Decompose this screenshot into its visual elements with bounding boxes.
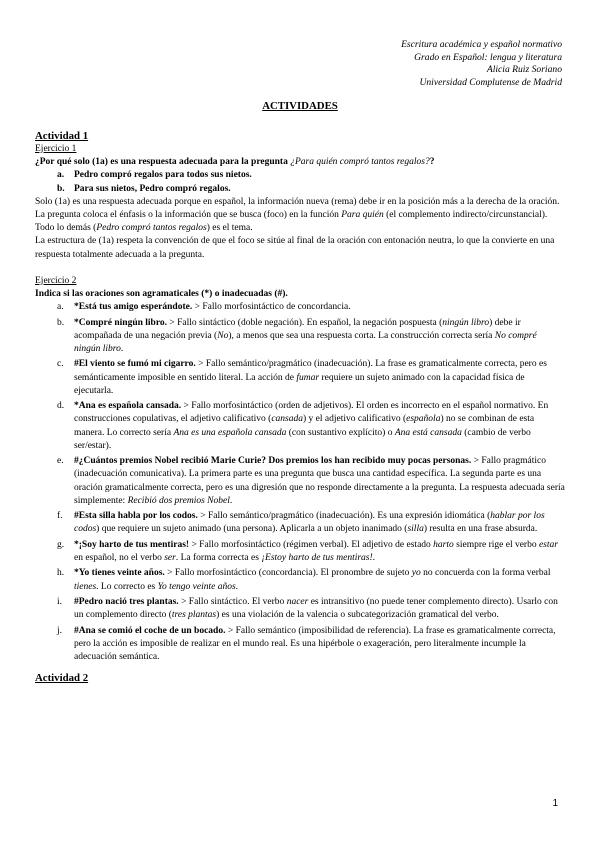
answer-paragraph-3: La estructura de (1a) respeta la convención de que el foco se sitúe al final de la oración con entonación neutra, lo que la convierte en una respuesta totalmente adecuada a la pregunta. — [35, 236, 555, 260]
list-item: a. Pedro compró regalos para todos sus nietos. — [57, 170, 252, 181]
exercise-2-instruction: Indica si las oraciones son agramaticales (*) o inadecuadas (#). — [35, 289, 288, 300]
university-name: Universidad Complutense de Madrid — [419, 76, 562, 88]
exercise-1-options — [57, 169, 565, 195]
document-header — [401, 39, 562, 89]
answer-paragraph-1: Solo (1a) es una respuesta adecuada porque en español, la información nueva (rema) debe ir en la posición más a la derecha de la oración. — [35, 196, 560, 207]
document-body — [35, 130, 565, 685]
degree-name: Grado en Español: lengua y literatura — [414, 51, 562, 63]
list-item: b. *Compré ningún libro. > Fallo sintáctico (doble negación). En español, la negación pospuesta (ningún libro) debe ir acompañada de una negación previa (No), a menos que sea una respuesta corta. La construcción correcta sería No compré ningún libro. — [57, 317, 537, 355]
list-item: b. Para sus nietos, Pedro compró regalos. — [57, 183, 231, 194]
list-item: d. *Ana es española cansada. > Fallo morfosintáctico (orden de adjetivos). El orden es incorrecto en el español normativo. En construcciones copulativas, el adjetivo calificativo (cansada) y el adjetivo calificativo (española) no se combinan de esta manera. Lo correcto sería Ana es una española cansada (con sustantivo explícito) o Ana está cansada (cambio de verbo ser/estar). — [57, 401, 549, 451]
exercise-1-question: ¿Por qué solo (1a) es una respuesta adecuada para la pregunta ¿Para quién compró tantos regalos?? — [35, 157, 435, 168]
exercise-1-heading: Ejercicio 1 — [35, 144, 77, 154]
list-item: f. #Esta silla habla por los codos. > Fallo semántico/pragmático (inadecuación). Es una expresión idiomática (hablar por los codos) que requiere un sujeto animado (una persona). Aplicarla a un objeto inanimado (silla) resulta en una frase absurda. — [57, 511, 545, 535]
list-item: a. *Está tus amigo esperándote. > Fallo morfosintáctico de concordancia. — [57, 302, 351, 313]
activity-2-heading: Actividad 2 — [35, 672, 89, 685]
page-title: ACTIVIDADES — [262, 100, 338, 112]
list-item: g. *¡Soy harto de tus mentiras! > Fallo morfosintáctico (régimen verbal). El adjetivo de estado harto siempre rige el verbo estar en español, no el verbo ser. La forma correcta es ¡Estoy harto de tus mentiras!. — [57, 539, 558, 564]
list-item: e. #¿Cuántos premios Nobel recibió Marie Curie? Dos premios los han recibido muy pocas personas. > Fallo pragmático (inadecuación comunicativa). La primera parte es una pregunta que busca una cantidad específica. La segunda parte es una oración gramaticalmente correcta, pero es una digresión que no responde directamente a la pregunta. La respuesta adecuada sería simplemente: Recibió dos premios Nobel. — [57, 456, 565, 506]
exercise-2-heading: Ejercicio 2 — [35, 275, 77, 286]
page-number: 1 — [552, 798, 558, 809]
course-title: Escritura académica y español normativo — [401, 39, 562, 50]
list-item: i. #Pedro nació tres plantas. > Fallo sintáctico. El verbo nacer es intransitivo (no puede tener complemento directo). Usarlo con un complemento directo (tres plantas) es una violación de la valencia o subcategorización gramatical del verbo. — [57, 597, 558, 621]
list-item: j. #Ana se comió el coche de un bocado. > Fallo semántico (imposibilidad de referencia). La frase es gramaticalmente correcta, pero la acción es imposible de realizar en el mundo real. Es una hipérbole o exageración, pero literalmente incumple la adecuación semántica. — [57, 625, 556, 662]
list-item: c. #El viento se fumó mi cigarro. > Fallo semántico/pragmático (inadecuación). La frase es gramaticalmente correcta, pero es semánticamente imposible en sentido literal. La acción de fumar requiere un sujeto animado con la capacidad física de ejecutarla. — [57, 359, 547, 396]
author-name: Alicia Ruiz Soriano — [486, 64, 562, 76]
answer-paragraph-2: La pregunta coloca el énfasis o la información que se busca (foco) en la función Para quién (el complemento indirecto/circunstancial). Todo lo demás (Pedro compró tantos regalos) es el tema. — [35, 210, 548, 234]
activity-1-heading: Actividad 1 — [35, 130, 89, 142]
list-item: h. *Yo tienes veinte años. > Fallo morfosintáctico (concordancia). El pronombre de sujeto yo no concuerda con la forma verbal tienes. Lo correcto es Yo tengo veinte años. — [57, 568, 551, 592]
exercise-2-list — [57, 301, 565, 664]
